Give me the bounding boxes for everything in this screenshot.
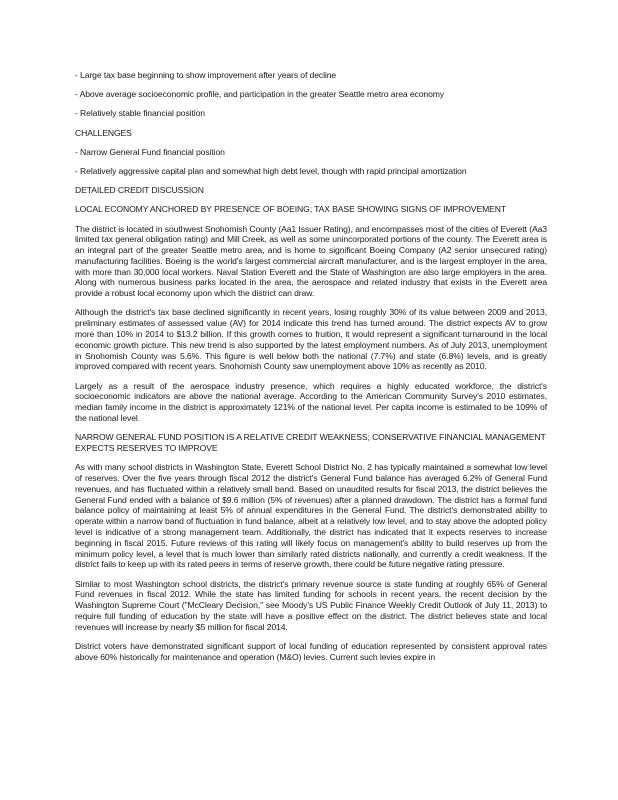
paragraph: Although the district's tax base declined significantly in recent years, losing roughly 30% of its value between 2009 and 2013, preliminary estimates of assessed value (AV) for 2014 indicate this trend has turned around. The district expects AV to grow more than 10% in 2014 to $13.2 billion. If this growth comes to fruition, it would represent a significant turnaround in the local economic growth picture. This new trend is also supported by the latest employment numbers. As of July 2013, unemployment in Snohomish County was 5.6%. This figure is well below both the national (7.7%) and state (6.8%) levels, and is greatly improved compared with recent years. Snohomish County saw unemployment above 10% as recently as 2010. xyxy=(75,307,547,372)
paragraph: Similar to most Washington school districts, the district's primary revenue source is state funding at roughly 65% of General Fund revenues in fiscal 2012. While the state has limited funding for schools in recent years, the recent decision by the Washington Supreme Court ("McCleary Decision," see Moody's US Public Finance Weekly Credit Outlook of July 11, 2013) to require full funding of education by the state will have a positive effect on the district. The district believes state and local revenues will increase by nearly $5 million for fiscal 2014. xyxy=(75,578,547,632)
document-body xyxy=(75,70,547,671)
challenges-heading: CHALLENGES xyxy=(75,127,132,138)
strength-bullet: - Above average socioeconomic profile, and participation in the greater Seattle metro area economy xyxy=(75,89,445,100)
paragraph: District voters have demonstrated significant support of local funding of education represented by consistent approval rates above 60% historically for maintenance and operation (M&O) levies. Current such levies expire in xyxy=(75,640,547,662)
paragraph: The district is located in southwest Snohomish County (Aa1 Issuer Rating), and encompasses most of the cities of Everett (Aa3 limited tax general obligation rating) and Mill Creek, as well as some unincorporated portions of the county. The Everett area is an integral part of the greater Seattle metro area, and is home to significant Boeing Company (A2 senior unsecured rating) manufacturing facilities. Boeing is the world's largest commercial aircraft manufacturer, and is the largest employer in the area, with more than 30,000 local workers. Naval Station Everett and the State of Washington are also large employers in the area. Along with numerous business parks located in the area, the aerospace and related industry that exists in the Everett area provide a robust local economy upon which the district can draw. xyxy=(75,223,547,299)
section-heading-local-economy: LOCAL ECONOMY ANCHORED BY PRESENCE OF BOEING; TAX BASE SHOWING SIGNS OF IMPROVEMENT xyxy=(75,204,507,215)
detailed-discussion-heading: DETAILED CREDIT DISCUSSION xyxy=(75,185,204,196)
challenge-bullet: - Relatively aggressive capital plan and somewhat high debt level, though with rapid principal amortization xyxy=(75,165,467,176)
challenge-bullet: - Narrow General Fund financial position xyxy=(75,146,225,157)
paragraph: As with many school districts in Washington State, Everett School District No. 2 has typically maintained a somewhat low level of reserves. Over the five years through fiscal 2012 the district's General Fund balance has averaged 6.2% of General Fund revenues, and has fluctuated within a relatively small band. Based on unaudited results for fiscal 2013, the district believes the General Fund ended with a balance of $9.6 million (5% of revenues) after a planned drawdown. The district has a formal fund balance policy of maintaining at least 5% of annual expenditures in the General Fund. The district's demonstrated ability to operate within a narrow band of fluctuation in fund balance, albeit at a relatively low level, and to stay above the adopted policy level is indicative of a strong management team. Additionally, the district has indicated that it expects reserves to increase beginning in fiscal 2015. Future reviews of this rating will likely focus on management's ability to build reserves up from the minimum policy level, a level that is much lower than similarly rated districts nationally, and currently a credit weakness. If the district fails to keep up with its rated peers in terms of reserve growth, there could be future negative rating pressure. xyxy=(75,462,547,570)
strength-bullet: - Relatively stable financial position xyxy=(75,108,205,119)
strength-bullet: - Large tax base beginning to show improvement after years of decline xyxy=(75,70,337,80)
section-heading-general-fund: NARROW GENERAL FUND POSITION IS A RELATIVE CREDIT WEAKNESS; CONSERVATIVE FINANCIAL MANAGEMENT EXPECTS RESERVES TO IMPROVE xyxy=(75,432,546,454)
paragraph: Largely as a result of the aerospace industry presence, which requires a highly educated workforce, the district's socioeconomic indicators are above the national average. According to the American Community Survey's 2010 estimates, median family income in the district is approximately 121% of the national level. Per capita income is estimated to be 109% of the national level. xyxy=(75,380,547,424)
